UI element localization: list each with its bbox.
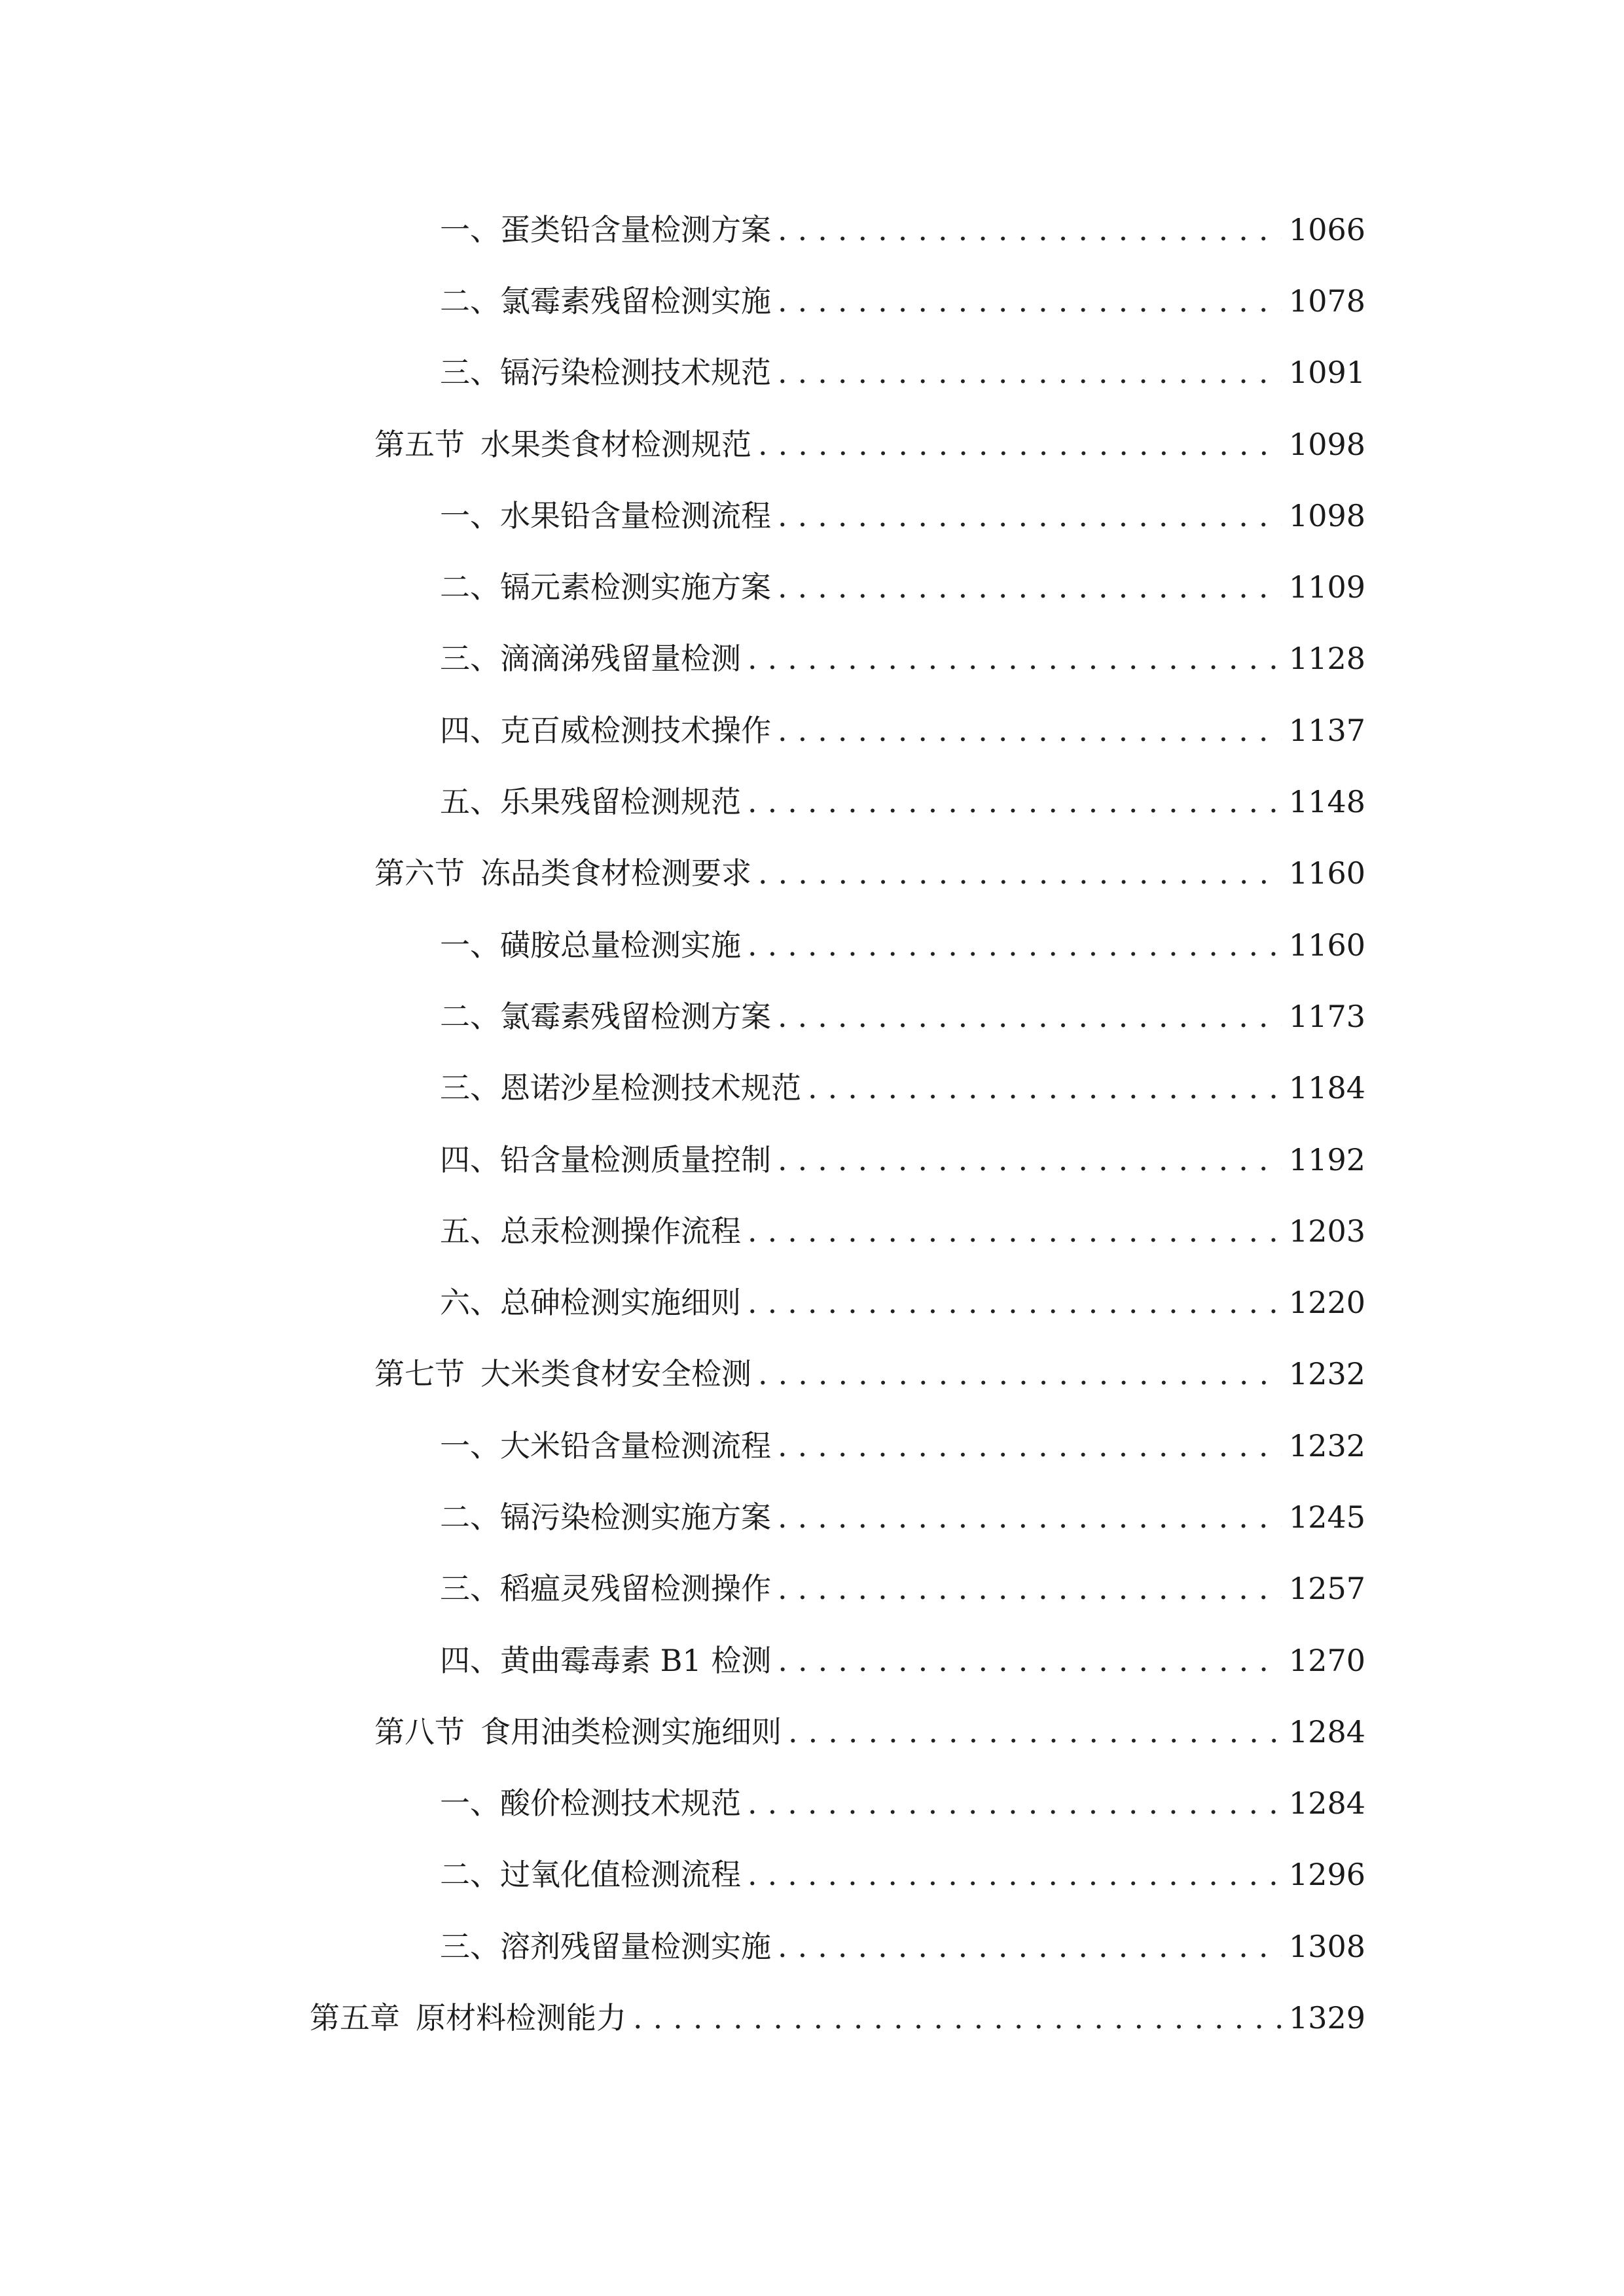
toc-entry-number: 五、 [440, 1213, 500, 1249]
toc-entry-page: 1148 [1288, 784, 1365, 820]
dot-leader [778, 1431, 1282, 1461]
toc-entry-page: 1066 [1288, 211, 1365, 247]
toc-entry-page: 1270 [1288, 1642, 1365, 1678]
dot-leader [778, 1145, 1282, 1175]
toc-entry-number: 一、 [440, 211, 500, 247]
dot-leader [633, 2003, 1282, 2033]
dot-leader [778, 501, 1282, 531]
toc-entry[interactable] [0, 1266, 1624, 1338]
dot-leader [778, 572, 1282, 602]
dot-leader [778, 286, 1282, 316]
toc-entry-number: 三、 [440, 1928, 500, 1964]
toc-entry-title: 恩诺沙星检测技术规范 [500, 1070, 801, 1106]
toc-section[interactable] [0, 838, 1624, 909]
toc-section[interactable] [0, 408, 1624, 480]
toc-entry-page: 1137 [1288, 712, 1365, 748]
toc-entry-page: 1109 [1288, 569, 1365, 605]
toc-entry[interactable] [0, 623, 1624, 694]
toc-entry[interactable] [0, 1768, 1624, 1839]
toc-section-title: 冻品类食材检测要求 [480, 855, 751, 891]
toc-entry[interactable] [0, 265, 1624, 336]
toc-entry[interactable] [0, 980, 1624, 1052]
toc-entry-title: 总汞检测操作流程 [500, 1213, 741, 1249]
toc-entry[interactable] [0, 766, 1624, 837]
toc-entry-title: 镉元素检测实施方案 [500, 569, 771, 605]
toc-entry-title: 蛋类铅含量检测方案 [500, 211, 771, 247]
toc-entry-number: 三、 [440, 355, 500, 391]
dot-leader [778, 1502, 1282, 1532]
toc-entry[interactable] [0, 1481, 1624, 1552]
toc-entry-number: 二、 [440, 569, 500, 605]
toc-entry-page: 1098 [1288, 497, 1365, 533]
toc-entry-title: 酸价检测技术规范 [500, 1785, 741, 1821]
toc-entry-title: 总砷检测实施细则 [500, 1285, 741, 1321]
toc-entry-number: 二、 [440, 1499, 500, 1535]
toc-section-page: 1232 [1288, 1356, 1365, 1392]
toc-entry[interactable] [0, 337, 1624, 408]
toc-entry-number: 六、 [440, 1285, 500, 1321]
toc-entry-page: 1284 [1288, 1785, 1365, 1821]
toc-entry-title: 铅含量检测质量控制 [500, 1141, 771, 1177]
toc-entry-number: 一、 [440, 1785, 500, 1821]
toc-section[interactable] [0, 1696, 1624, 1767]
toc-entry[interactable] [0, 1124, 1624, 1195]
toc-entry-title: 氯霉素残留检测方案 [500, 998, 771, 1034]
toc-chapter-number: 第五章 [310, 2000, 400, 2036]
toc-entry-title: 黄曲霉毒素 B1 检测 [500, 1642, 772, 1678]
toc-entry-page: 1173 [1288, 998, 1365, 1034]
toc-entry-page: 1091 [1288, 355, 1365, 391]
toc-entry[interactable] [0, 1553, 1624, 1624]
toc-entry-page: 1232 [1288, 1427, 1365, 1463]
dot-leader [778, 357, 1282, 387]
toc-entry-title: 滴滴涕残留量检测 [500, 641, 741, 677]
toc-entry[interactable] [0, 909, 1624, 980]
toc-entry[interactable] [0, 1052, 1624, 1124]
toc-entry-page: 1245 [1288, 1499, 1365, 1535]
toc-entry-page: 1257 [1288, 1571, 1365, 1607]
toc-entry-page: 1128 [1288, 641, 1365, 677]
toc-section-page: 1284 [1288, 1713, 1365, 1749]
toc-entry-title: 水果铅含量检测流程 [500, 497, 771, 533]
toc-section[interactable] [0, 1338, 1624, 1410]
dot-leader [748, 1216, 1282, 1246]
toc-section-page: 1098 [1288, 426, 1365, 462]
toc-entry-title: 过氧化值检测流程 [500, 1857, 741, 1893]
toc-entry-number: 四、 [440, 1642, 500, 1678]
toc-section-title: 大米类食材安全检测 [480, 1356, 751, 1392]
toc-entry-title: 溶剂残留量检测实施 [500, 1928, 771, 1964]
toc-section-title: 食用油类检测实施细则 [480, 1713, 782, 1749]
toc-entry-page: 1203 [1288, 1213, 1365, 1249]
dot-leader [778, 1931, 1282, 1962]
toc-chapter-page: 1329 [1288, 2000, 1365, 2036]
toc-entry-number: 三、 [440, 641, 500, 677]
toc-entry-number: 二、 [440, 998, 500, 1034]
toc-entry-number: 五、 [440, 784, 500, 820]
dot-leader [758, 858, 1282, 888]
toc-entry-page: 1184 [1288, 1070, 1365, 1106]
dot-leader [778, 215, 1282, 245]
dot-leader [808, 1073, 1282, 1103]
toc-entry-title: 乐果残留检测规范 [500, 784, 741, 820]
toc-entry[interactable] [0, 1839, 1624, 1910]
toc-entry[interactable] [0, 194, 1624, 265]
toc-entry[interactable] [0, 694, 1624, 766]
toc-section-number: 第七节 [374, 1356, 465, 1392]
toc-entry-number: 四、 [440, 1141, 500, 1177]
dot-leader [748, 1287, 1282, 1318]
toc-entry-title: 克百威检测技术操作 [500, 712, 771, 748]
toc-chapter-title: 原材料检测能力 [416, 2000, 626, 2036]
toc-entry-title: 镉污染检测技术规范 [500, 355, 771, 391]
toc-entry-page: 1308 [1288, 1928, 1365, 1964]
toc-entry-number: 三、 [440, 1571, 500, 1607]
toc-entry-page: 1220 [1288, 1285, 1365, 1321]
toc-entry-number: 一、 [440, 497, 500, 533]
toc-section-number: 第五节 [374, 426, 465, 462]
dot-leader [748, 1788, 1282, 1818]
dot-leader [778, 1001, 1282, 1031]
toc-entry[interactable] [0, 1195, 1624, 1266]
toc-section-page: 1160 [1288, 855, 1365, 891]
toc-entry-number: 一、 [440, 927, 500, 963]
dot-leader [758, 1359, 1282, 1389]
toc-entry-title: 稻瘟灵残留检测操作 [500, 1571, 771, 1607]
dot-leader [748, 643, 1282, 673]
toc-entry-page: 1078 [1288, 283, 1365, 319]
toc-entry[interactable] [0, 1910, 1624, 1982]
dot-leader [758, 429, 1282, 459]
toc-entry-title: 氯霉素残留检测实施 [500, 283, 771, 319]
toc-entry-number: 四、 [440, 712, 500, 748]
toc-chapter[interactable] [0, 1982, 1624, 2053]
toc-entry-page: 1192 [1288, 1141, 1365, 1177]
toc-entry[interactable] [0, 551, 1624, 622]
toc-section-number: 第六节 [374, 855, 465, 891]
dot-leader [778, 1645, 1282, 1676]
toc-entry[interactable] [0, 480, 1624, 551]
toc-entry-number: 三、 [440, 1070, 500, 1106]
toc-entry-title: 磺胺总量检测实施 [500, 927, 741, 963]
dot-leader [748, 787, 1282, 817]
toc-entry-number: 二、 [440, 283, 500, 319]
toc-entry-page: 1160 [1288, 927, 1365, 963]
toc-section-number: 第八节 [374, 1713, 465, 1749]
toc-entry-number: 二、 [440, 1857, 500, 1893]
toc-entry-title: 镉污染检测实施方案 [500, 1499, 771, 1535]
toc-entry[interactable] [0, 1410, 1624, 1481]
toc-entry-number: 一、 [440, 1427, 500, 1463]
toc-section-title: 水果类食材检测规范 [480, 426, 751, 462]
dot-leader [748, 1859, 1282, 1890]
dot-leader [748, 930, 1282, 960]
toc-entry[interactable] [0, 1624, 1624, 1696]
dot-leader [778, 715, 1282, 745]
dot-leader [788, 1717, 1282, 1747]
table-of-contents [0, 194, 1624, 2054]
toc-entry-title: 大米铅含量检测流程 [500, 1427, 771, 1463]
dot-leader [778, 1573, 1282, 1604]
toc-entry-page: 1296 [1288, 1857, 1365, 1893]
